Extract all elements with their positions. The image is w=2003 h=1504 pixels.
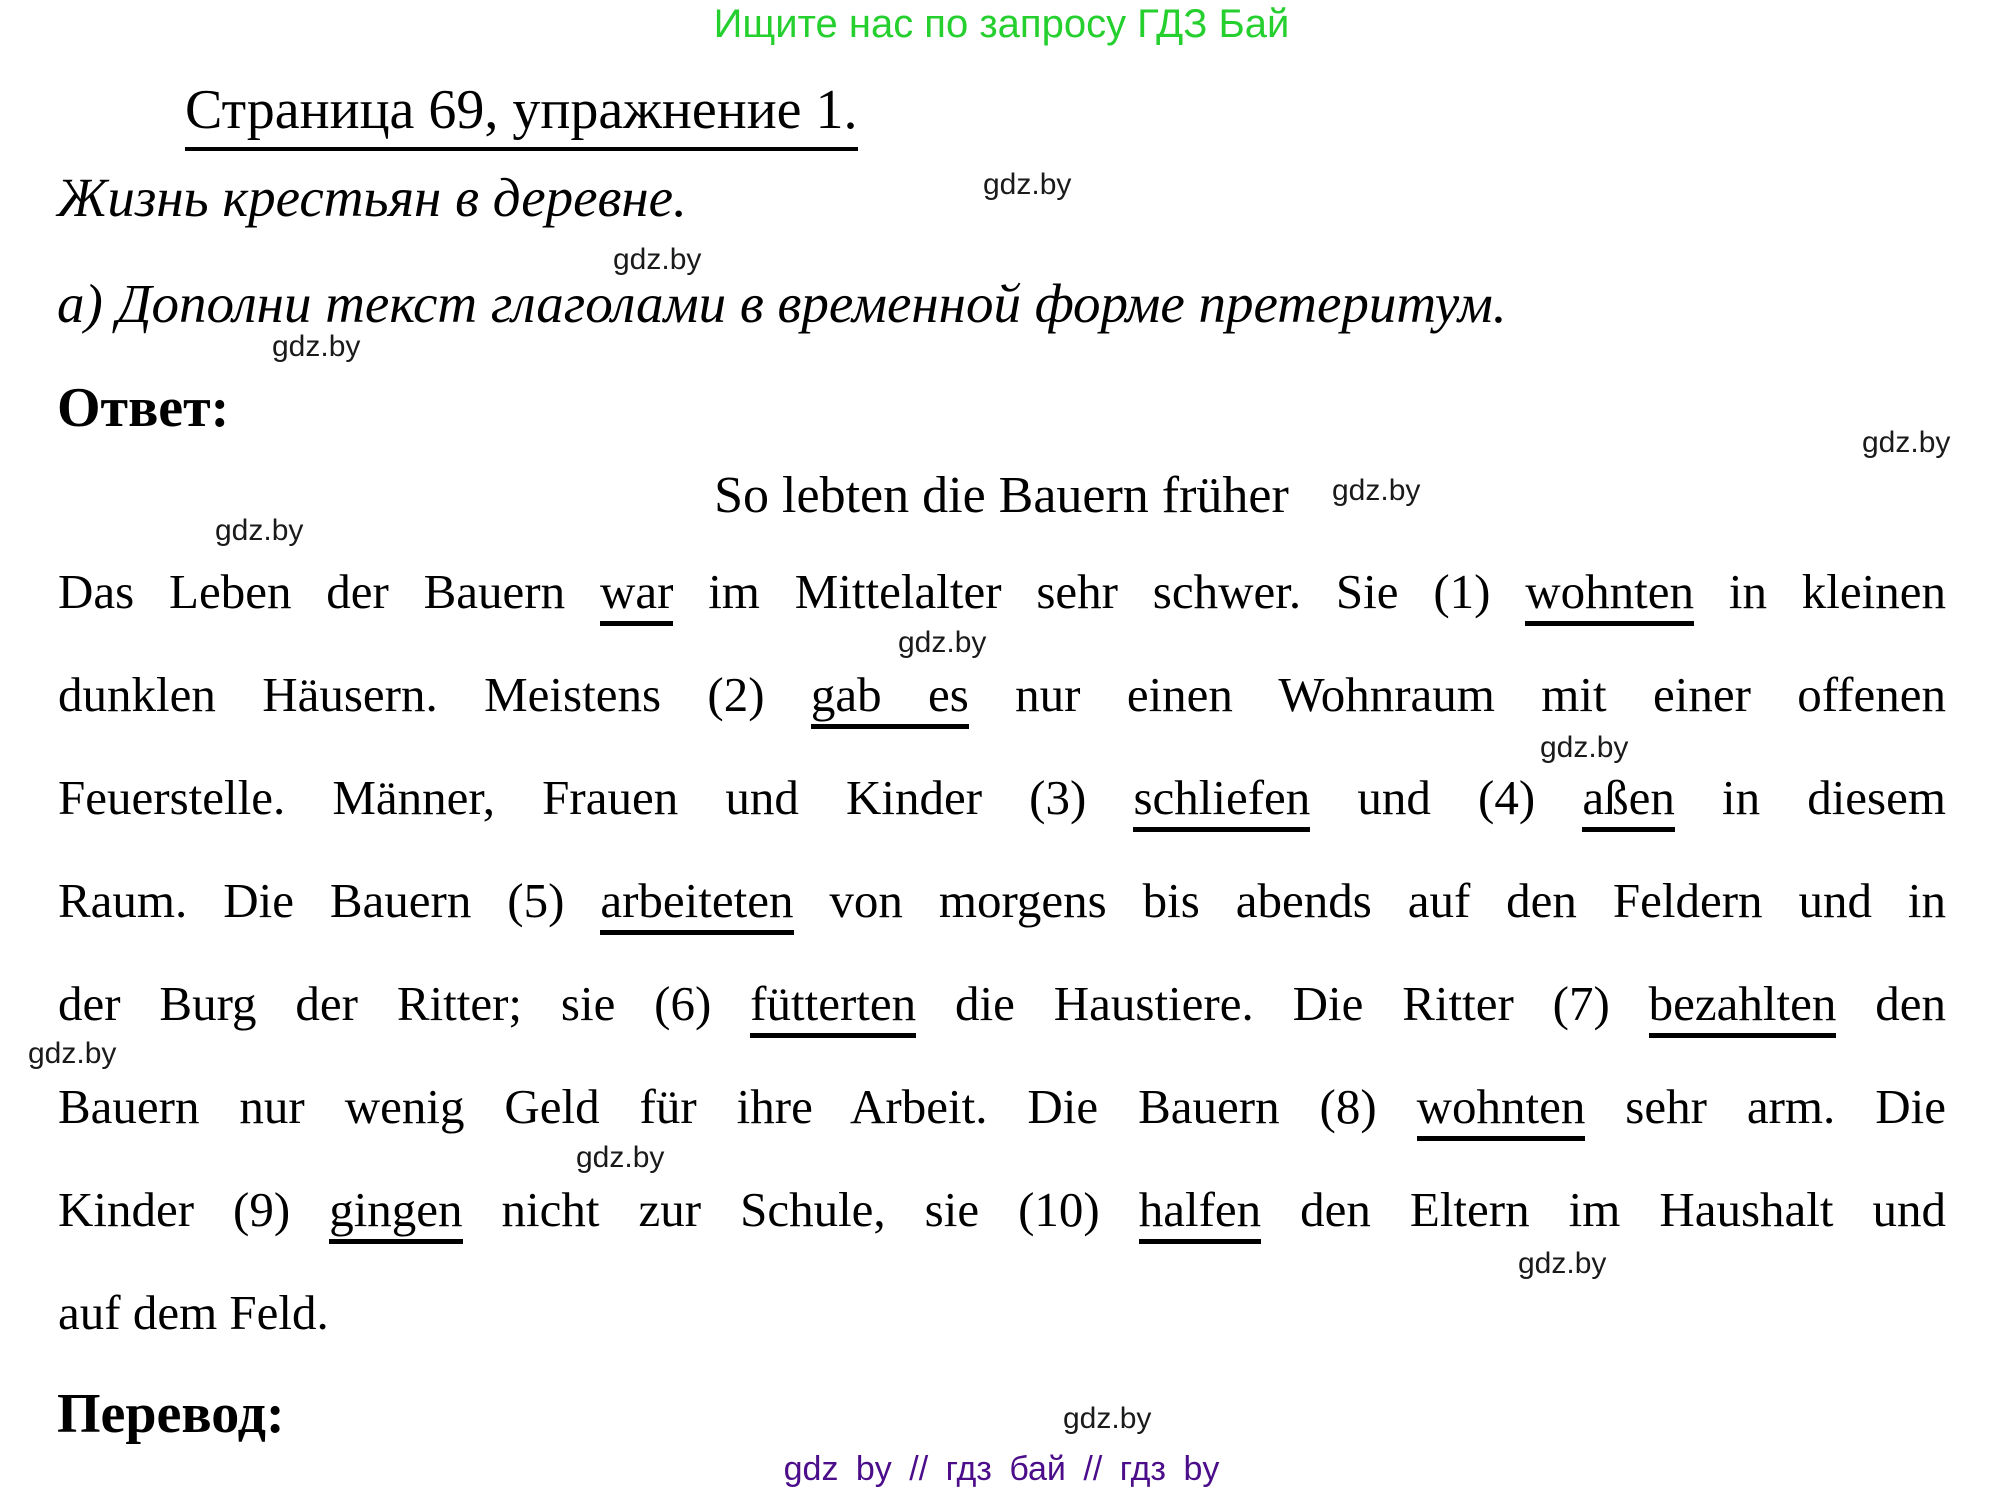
text-segment: sehr arm. Die <box>1585 1079 1946 1134</box>
text-segment: dunklen Häusern. Meistens (2) <box>58 667 811 722</box>
german-paragraph <box>58 540 1946 1364</box>
text-segment: Bauern nur wenig Geld für ihre Arbeit. Die Bauern (8) <box>58 1079 1417 1134</box>
text-segment: nicht zur Schule, sie (10) <box>462 1182 1139 1237</box>
answer-word: gab es <box>811 667 969 729</box>
translation-label: Перевод: <box>57 1383 285 1445</box>
site-footer: gdz by // гдз бай // гдз by <box>783 1450 1220 1488</box>
gdz-watermark: gdz.by <box>898 626 987 659</box>
gdz-watermark: gdz.by <box>983 168 1072 201</box>
text-segment: in diesem <box>1674 770 1946 825</box>
text-segment: den Eltern im Haushalt und <box>1261 1182 1946 1237</box>
answer-word: wohnten <box>1417 1079 1586 1141</box>
text-segment: Das Leben der Bauern <box>58 564 600 619</box>
page-title-text: Страница 69, упражнение 1. <box>185 79 858 151</box>
text-segment: von morgens bis abends auf den Feldern und in <box>793 873 1946 928</box>
paragraph-line <box>58 643 1946 746</box>
site-promo-header: Ищите нас по запросу ГДЗ Бай <box>713 2 1290 46</box>
answer-word: wohnten <box>1525 564 1694 626</box>
text-segment: Feuerstelle. Männer, Frauen und Kinder (3) <box>58 770 1134 825</box>
paragraph-line <box>58 952 1946 1055</box>
answer-label: Ответ: <box>57 377 230 439</box>
exercise-subtitle: Жизнь крестьян в деревне. <box>57 167 687 228</box>
gdz-watermark: gdz.by <box>1540 731 1629 764</box>
gdz-watermark: gdz.by <box>576 1141 665 1174</box>
answer-word: halfen <box>1139 1182 1261 1244</box>
gdz-watermark: gdz.by <box>1063 1402 1152 1435</box>
answer-word: bezahlten <box>1649 976 1837 1038</box>
paragraph-line <box>58 1055 1946 1158</box>
german-text-title: So lebten die Bauern früher <box>714 467 1289 524</box>
text-segment: nur einen Wohnraum mit einer offenen <box>968 667 1946 722</box>
gdz-watermark: gdz.by <box>272 330 361 363</box>
answer-word: gingen <box>329 1182 462 1244</box>
text-segment: und (4) <box>1310 770 1583 825</box>
gdz-watermark: gdz.by <box>1332 474 1421 507</box>
answer-word: schliefen <box>1133 770 1310 832</box>
answer-word: war <box>600 564 673 626</box>
paragraph-line <box>58 1158 1946 1261</box>
paragraph-line <box>58 1261 1946 1364</box>
text-segment: Raum. Die Bauern (5) <box>58 873 601 928</box>
gdz-watermark: gdz.by <box>215 514 304 547</box>
page-title <box>185 78 858 142</box>
answer-word: arbeiteten <box>600 873 793 935</box>
text-segment: Kinder (9) <box>58 1182 330 1237</box>
answer-word: aßen <box>1582 770 1675 832</box>
text-segment: auf dem Feld. <box>58 1285 329 1340</box>
answer-word: fütterten <box>750 976 916 1038</box>
paragraph-line <box>58 746 1946 849</box>
text-segment: in kleinen <box>1694 564 1947 619</box>
gdz-watermark: gdz.by <box>1518 1247 1607 1280</box>
gdz-watermark: gdz.by <box>613 243 702 276</box>
gdz-watermark: gdz.by <box>1862 426 1951 459</box>
paragraph-line <box>58 849 1946 952</box>
task-instruction: а) Дополни текст глаголами в временной форме претеритум. <box>57 273 1507 334</box>
text-segment: die Haustiere. Die Ritter (7) <box>916 976 1649 1031</box>
gdz-watermark: gdz.by <box>28 1037 117 1070</box>
text-segment: im Mittelalter sehr schwer. Sie (1) <box>673 564 1526 619</box>
text-segment: den <box>1836 976 1946 1031</box>
paragraph-line <box>58 540 1946 643</box>
text-segment: der Burg der Ritter; sie (6) <box>58 976 751 1031</box>
